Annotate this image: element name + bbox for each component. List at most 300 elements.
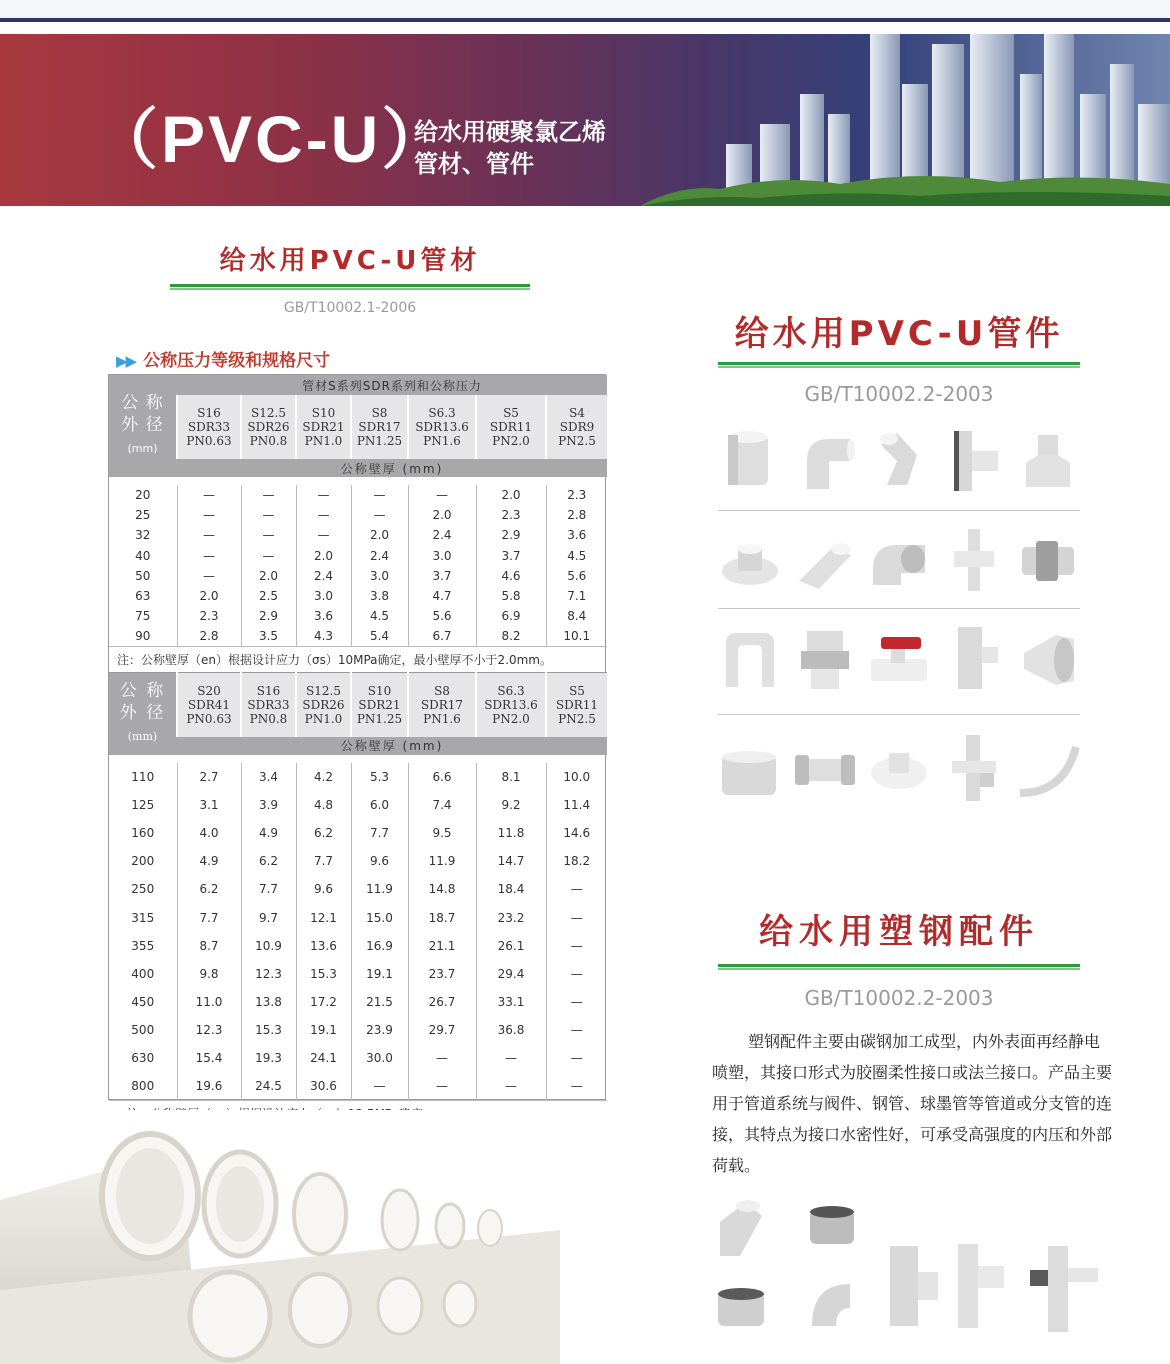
diameter-cell: 160 bbox=[131, 825, 155, 840]
sdr-header-sdr: SDR17 bbox=[358, 420, 401, 434]
fittings-row-1 bbox=[718, 416, 1080, 504]
sdr-header-sdr: SDR21 bbox=[358, 697, 401, 712]
spec-subheading bbox=[116, 346, 330, 371]
banner-title: （PVC-U） bbox=[92, 102, 451, 176]
bend-pipe-image bbox=[1016, 733, 1080, 803]
fittings-divider-2 bbox=[718, 608, 1080, 609]
wall-thickness-cell: — bbox=[408, 485, 476, 505]
diameter-cell: 25 bbox=[135, 508, 151, 523]
wall-thickness-cell: 8.7 bbox=[177, 932, 241, 960]
sdr-header-pn: PN2.0 bbox=[492, 711, 530, 726]
wall-thickness-cell: 19.6 bbox=[177, 1073, 241, 1101]
wall-thickness-cell: — bbox=[241, 505, 296, 525]
wall-thickness-cell: 29.4 bbox=[476, 960, 546, 988]
elbow-45-image bbox=[867, 425, 931, 495]
pipe-section-title: 给水用PVC-U管材 bbox=[219, 246, 481, 276]
double-arrow-icon: ▶▶ bbox=[116, 352, 136, 370]
table-note: 注：公称壁厚（en）根据设计应力（σs）10MPa确定，最小壁厚不小于2.0mm。 bbox=[109, 647, 607, 673]
diameter-cell: 63 bbox=[135, 589, 151, 604]
wall-thickness-cell: 23.7 bbox=[408, 960, 476, 988]
wall-thickness-cell: 21.5 bbox=[351, 988, 408, 1016]
pipe-section-rule bbox=[170, 284, 530, 290]
wall-thickness-cell: 5.8 bbox=[476, 586, 546, 606]
table-row bbox=[109, 875, 607, 903]
wall-thickness-cell: 2.3 bbox=[476, 505, 546, 525]
sdr-header-s: S12.5 bbox=[251, 406, 286, 420]
wall-thickness-cell: — bbox=[351, 485, 408, 505]
wall-thickness-cell: — bbox=[241, 525, 296, 545]
wall-thickness-cell: 18.2 bbox=[546, 847, 607, 875]
table-row bbox=[109, 586, 607, 606]
diameter-cell: 200 bbox=[131, 854, 155, 869]
sdr-header-s: S4 bbox=[569, 406, 585, 420]
wall-thickness-cell: 3.9 bbox=[241, 791, 296, 819]
sdr-header-s: S16 bbox=[256, 683, 281, 698]
fitting-section-title: 给水用PVC-U管件 bbox=[734, 314, 1064, 354]
wall-thickness-cell: — bbox=[296, 525, 351, 545]
diameter-cell: 75 bbox=[135, 609, 151, 624]
corner-unit: (mm) bbox=[127, 442, 158, 455]
wall-thickness-cell: 29.7 bbox=[408, 1016, 476, 1044]
wall-thickness-cell: 9.7 bbox=[241, 903, 296, 931]
wall-thickness-cell: 23.2 bbox=[476, 903, 546, 931]
wall-thickness-cell: 4.6 bbox=[476, 566, 546, 586]
wall-thickness-cell: — bbox=[546, 1016, 607, 1044]
fittings-row-4 bbox=[718, 724, 1080, 812]
wall-thickness-cell: 13.6 bbox=[296, 932, 351, 960]
top-rule bbox=[0, 18, 1170, 22]
wall-thickness-cell: 24.5 bbox=[241, 1073, 296, 1101]
table-row bbox=[109, 988, 607, 1016]
wall-thickness-cell: 3.0 bbox=[351, 566, 408, 586]
wall-thickness-cell: — bbox=[476, 1044, 546, 1072]
fittings-row-2 bbox=[718, 516, 1080, 604]
sdr-header-cell bbox=[476, 673, 546, 737]
fittings-row-3 bbox=[718, 614, 1080, 702]
sdr-header-pn: PN0.63 bbox=[186, 711, 232, 726]
diameter-cell: 450 bbox=[131, 995, 155, 1010]
sdr-header-s: S12.5 bbox=[306, 683, 341, 698]
sdr-header-sdr: SDR26 bbox=[302, 697, 345, 712]
sdr-header-sdr: SDR13.6 bbox=[415, 420, 469, 434]
elbow-90-image bbox=[793, 425, 857, 495]
diameter-cell: 110 bbox=[131, 769, 155, 784]
wall-thickness-cell: — bbox=[546, 960, 607, 988]
diameter-cell: 125 bbox=[131, 797, 155, 812]
table-group-header: 管材S系列SDR系列和公称压力 bbox=[177, 375, 607, 395]
table-row bbox=[109, 1016, 607, 1044]
sdr-header-pn: PN1.0 bbox=[304, 434, 343, 448]
sdr-header-s: S10 bbox=[367, 683, 392, 698]
wall-thickness-cell: 3.6 bbox=[546, 525, 607, 545]
wall-thickness-cell: — bbox=[177, 505, 241, 525]
table-row bbox=[109, 1044, 607, 1072]
sdr-header-sdr: SDR17 bbox=[420, 697, 464, 712]
wall-thickness-cell: 10.1 bbox=[546, 626, 607, 646]
table-row bbox=[109, 505, 607, 525]
sdr-header-cell bbox=[296, 673, 351, 737]
sdr-header-sdr: SDR9 bbox=[559, 420, 595, 434]
sdr-header-s: S6.3 bbox=[428, 406, 456, 420]
wall-thickness-cell: — bbox=[408, 1044, 476, 1072]
reducer-image bbox=[1016, 425, 1080, 495]
table-row bbox=[109, 932, 607, 960]
wall-thickness-cell: — bbox=[546, 875, 607, 903]
sdr-header-pn: PN0.8 bbox=[249, 434, 288, 448]
table-spacer bbox=[109, 477, 607, 485]
wall-thickness-cell: — bbox=[408, 1073, 476, 1101]
flange-adapter-image bbox=[718, 525, 782, 595]
wall-thickness-cell: 14.6 bbox=[546, 819, 607, 847]
diameter-cell: 90 bbox=[135, 629, 151, 644]
wall-thickness-cell: 2.7 bbox=[177, 763, 241, 791]
wall-thickness-cell: 6.0 bbox=[351, 791, 408, 819]
wall-thickness-cell: 19.1 bbox=[351, 960, 408, 988]
top-strip bbox=[0, 0, 1170, 20]
wall-thickness-cell: 4.5 bbox=[351, 606, 408, 626]
banner-subtitle-line2: 管材、管件 bbox=[414, 150, 534, 178]
sdr-header-pn: PN1.6 bbox=[423, 434, 461, 448]
sdr-header-sdr: SDR33 bbox=[247, 697, 290, 712]
wall-thickness-cell: 2.0 bbox=[296, 546, 351, 566]
banner-subtitle bbox=[414, 116, 606, 180]
corner-line1: 公 称 bbox=[121, 393, 164, 413]
wall-thickness-cell: 15.0 bbox=[351, 903, 408, 931]
table-row bbox=[109, 791, 607, 819]
wall-thickness-cell: 9.6 bbox=[296, 875, 351, 903]
wall-thickness-cell: 4.0 bbox=[177, 819, 241, 847]
table-row bbox=[109, 546, 607, 566]
diameter-cell: 315 bbox=[131, 910, 155, 925]
tee-image bbox=[942, 425, 1006, 495]
banner-subtitle-line1: 给水用硬聚氯乙烯 bbox=[414, 118, 606, 146]
wall-thickness-cell: 5.3 bbox=[351, 763, 408, 791]
wall-thickness-cell: — bbox=[351, 505, 408, 525]
wall-thickness-cell: 15.4 bbox=[177, 1044, 241, 1072]
wall-thickness-cell: 2.0 bbox=[241, 566, 296, 586]
wall-thickness-cell: — bbox=[177, 525, 241, 545]
wall-thickness-cell: 8.2 bbox=[476, 626, 546, 646]
sdr-header-pn: PN0.63 bbox=[186, 434, 232, 448]
pvc-pipes-photo bbox=[0, 1110, 560, 1364]
sdr-header-cell bbox=[351, 395, 408, 459]
diameter-cell: 800 bbox=[131, 1079, 155, 1094]
wall-thickness-cell: 30.0 bbox=[351, 1044, 408, 1072]
sdr-header-pn: PN2.5 bbox=[558, 434, 596, 448]
union-image bbox=[1016, 525, 1080, 595]
wall-thickness-cell: — bbox=[546, 932, 607, 960]
diameter-cell: 250 bbox=[131, 882, 155, 897]
sdr-header-cell bbox=[546, 673, 607, 737]
wall-thickness-cell: 12.1 bbox=[296, 903, 351, 931]
wall-thickness-cell: 17.2 bbox=[296, 988, 351, 1016]
sdr-header-pn: PN1.25 bbox=[356, 711, 403, 726]
pipe-clamp-image bbox=[718, 623, 782, 693]
wall-thickness-cell: 3.1 bbox=[177, 791, 241, 819]
wall-thickness-cell: 2.0 bbox=[351, 525, 408, 545]
diameter-cell: 40 bbox=[135, 548, 151, 563]
wall-thickness-cell: 5.6 bbox=[546, 566, 607, 586]
sdr-header-pn: PN2.5 bbox=[558, 711, 596, 726]
table-wall-header-row-2 bbox=[109, 737, 607, 755]
wall-thickness-cell: 2.5 bbox=[241, 586, 296, 606]
sdr-header-sdr: SDR33 bbox=[187, 420, 231, 434]
wall-thickness-cell: — bbox=[351, 1073, 408, 1101]
thread-fitting-image bbox=[1016, 623, 1080, 693]
city-skyline-illustration bbox=[640, 34, 1170, 206]
wall-thickness-cell: 8.1 bbox=[476, 763, 546, 791]
sdr-header-pn: PN1.0 bbox=[304, 711, 343, 726]
wall-thickness-cell: — bbox=[476, 1073, 546, 1101]
wall-thickness-cell: 3.7 bbox=[476, 546, 546, 566]
sdr-header-cell bbox=[241, 395, 296, 459]
wall-thickness-cell: 3.0 bbox=[408, 546, 476, 566]
wall-thickness-cell: 11.8 bbox=[476, 819, 546, 847]
wall-thickness-cell: 11.9 bbox=[408, 847, 476, 875]
wall-thickness-cell: 5.6 bbox=[408, 606, 476, 626]
table-row bbox=[109, 626, 607, 646]
saddle-clamp-image bbox=[867, 733, 931, 803]
wall-thickness-cell: 23.9 bbox=[351, 1016, 408, 1044]
fitting-section-standard: GB/T10002.2-2003 bbox=[804, 382, 994, 406]
wall-thickness-cell: — bbox=[241, 546, 296, 566]
sdr-header-s: S20 bbox=[197, 683, 221, 698]
wall-thickness-cell: 4.7 bbox=[408, 586, 476, 606]
table-corner-cell bbox=[109, 375, 177, 477]
sdr-header-cell bbox=[177, 395, 241, 459]
wall-thickness-cell: 9.5 bbox=[408, 819, 476, 847]
table-sdr-header-row-2 bbox=[109, 673, 607, 737]
end-cap-image bbox=[718, 733, 782, 803]
wall-thickness-cell: 3.7 bbox=[408, 566, 476, 586]
wall-thickness-cell: 36.8 bbox=[476, 1016, 546, 1044]
wall-thickness-cell: 6.9 bbox=[476, 606, 546, 626]
wall-thickness-cell: — bbox=[296, 505, 351, 525]
table-spacer-cell bbox=[109, 477, 607, 485]
wall-thickness-cell: 26.1 bbox=[476, 932, 546, 960]
wall-thickness-cell: 2.0 bbox=[408, 505, 476, 525]
sdr-header-sdr: SDR11 bbox=[555, 697, 599, 712]
sdr-header-cell bbox=[476, 395, 546, 459]
sdr-header-pn: PN0.8 bbox=[249, 711, 288, 726]
fittings-divider-3 bbox=[718, 714, 1080, 715]
corner-unit: (mm) bbox=[127, 729, 158, 743]
steel-section-title: 给水用塑钢配件 bbox=[759, 912, 1039, 952]
wall-thickness-cell: 11.9 bbox=[351, 875, 408, 903]
wall-thickness-cell: 4.9 bbox=[241, 819, 296, 847]
wall-thickness-cell: 3.5 bbox=[241, 626, 296, 646]
wall-thickness-cell: 7.7 bbox=[177, 903, 241, 931]
table-wall-header: 公称壁厚 (mm) bbox=[177, 459, 607, 477]
wall-thickness-cell: 2.3 bbox=[546, 485, 607, 505]
diameter-cell: 630 bbox=[131, 1051, 155, 1066]
wall-thickness-cell: 19.1 bbox=[296, 1016, 351, 1044]
table-wall-header-row bbox=[109, 459, 607, 477]
steel-fittings-image bbox=[700, 1196, 1120, 1346]
wall-thickness-cell: — bbox=[177, 546, 241, 566]
diameter-cell: 500 bbox=[131, 1023, 155, 1038]
ball-valve-image bbox=[867, 623, 931, 693]
table-spacer-cell bbox=[109, 755, 607, 763]
sdr-header-cell bbox=[408, 395, 476, 459]
spec-subheading-text: 公称压力等级和规格尺寸 bbox=[143, 351, 331, 371]
wall-thickness-cell: 4.8 bbox=[296, 791, 351, 819]
corner-line2: 外 径 bbox=[119, 702, 166, 723]
wall-thickness-cell: 14.8 bbox=[408, 875, 476, 903]
corner-line1: 公 称 bbox=[119, 680, 166, 701]
diameter-cell: 400 bbox=[131, 966, 155, 981]
wall-thickness-cell: 6.2 bbox=[241, 847, 296, 875]
long-coupling-image bbox=[793, 733, 857, 803]
steel-section-rule bbox=[718, 964, 1080, 970]
cross-tee-image bbox=[942, 733, 1006, 803]
wall-thickness-cell: 9.2 bbox=[476, 791, 546, 819]
wall-thickness-cell: 6.6 bbox=[408, 763, 476, 791]
sdr-header-s: S8 bbox=[434, 683, 450, 698]
table-row bbox=[109, 525, 607, 545]
table-row bbox=[109, 960, 607, 988]
wall-thickness-cell: 19.3 bbox=[241, 1044, 296, 1072]
wall-thickness-cell: 2.8 bbox=[177, 626, 241, 646]
wall-thickness-cell: 4.2 bbox=[296, 763, 351, 791]
wall-thickness-cell: 14.7 bbox=[476, 847, 546, 875]
wall-thickness-cell: 11.4 bbox=[546, 791, 607, 819]
wall-thickness-cell: 7.1 bbox=[546, 586, 607, 606]
diameter-cell: 32 bbox=[135, 528, 151, 543]
table-row bbox=[109, 847, 607, 875]
wall-thickness-cell: — bbox=[241, 485, 296, 505]
wall-thickness-cell: 15.3 bbox=[241, 1016, 296, 1044]
wall-thickness-cell: 2.4 bbox=[408, 525, 476, 545]
wall-thickness-cell: 3.8 bbox=[351, 586, 408, 606]
sdr-header-sdr: SDR26 bbox=[247, 420, 290, 434]
wall-thickness-cell: 24.1 bbox=[296, 1044, 351, 1072]
table-row bbox=[109, 763, 607, 791]
sdr-header-sdr: SDR41 bbox=[187, 697, 231, 712]
sdr-header-pn: PN2.0 bbox=[492, 434, 530, 448]
wall-thickness-cell: 7.7 bbox=[241, 875, 296, 903]
table-row bbox=[109, 485, 607, 505]
wall-thickness-cell: — bbox=[546, 1044, 607, 1072]
sdr-header-cell bbox=[351, 673, 408, 737]
table-note-row bbox=[109, 647, 607, 673]
wall-thickness-cell: 12.3 bbox=[177, 1016, 241, 1044]
sdr-header-cell bbox=[546, 395, 607, 459]
sdr-header-s: S8 bbox=[371, 406, 388, 420]
sdr-header-s: S5 bbox=[569, 683, 585, 698]
table-row bbox=[109, 819, 607, 847]
wall-thickness-cell: 4.3 bbox=[296, 626, 351, 646]
wall-thickness-cell: — bbox=[546, 903, 607, 931]
socket-adapter-image bbox=[793, 525, 857, 595]
table-row bbox=[109, 1073, 607, 1101]
sdr-header-cell bbox=[177, 673, 241, 737]
diameter-cell: 50 bbox=[135, 568, 151, 583]
table-sdr-header-row bbox=[109, 395, 607, 459]
steel-section-standard: GB/T10002.2-2003 bbox=[804, 986, 994, 1010]
wall-thickness-cell: 6.7 bbox=[408, 626, 476, 646]
wall-thickness-cell: 2.0 bbox=[177, 586, 241, 606]
wall-thickness-cell: 26.7 bbox=[408, 988, 476, 1016]
spec-table bbox=[108, 374, 606, 1100]
wall-thickness-cell: 6.2 bbox=[177, 875, 241, 903]
sdr-header-pn: PN1.25 bbox=[356, 434, 403, 448]
sdr-header-s: S16 bbox=[197, 406, 221, 420]
threaded-adapter-image bbox=[793, 623, 857, 693]
wall-thickness-cell: 2.9 bbox=[476, 525, 546, 545]
wall-thickness-cell: 3.0 bbox=[296, 586, 351, 606]
wall-thickness-cell: — bbox=[546, 1073, 607, 1101]
equal-tee-image bbox=[942, 525, 1006, 595]
spec-table-grid bbox=[109, 375, 607, 1125]
sdr-header-sdr: SDR21 bbox=[302, 420, 345, 434]
wall-thickness-cell: 3.4 bbox=[241, 763, 296, 791]
wall-thickness-cell: 2.0 bbox=[476, 485, 546, 505]
wall-thickness-cell: 10.9 bbox=[241, 932, 296, 960]
wall-thickness-cell: — bbox=[177, 485, 241, 505]
wall-thickness-cell: 9.8 bbox=[177, 960, 241, 988]
table-spacer bbox=[109, 755, 607, 763]
wall-thickness-cell: 30.6 bbox=[296, 1073, 351, 1101]
wall-thickness-cell: 2.3 bbox=[177, 606, 241, 626]
pipe-section-standard: GB/T10002.1-2006 bbox=[283, 300, 417, 316]
wall-thickness-cell: 16.9 bbox=[351, 932, 408, 960]
wall-thickness-cell: 2.8 bbox=[546, 505, 607, 525]
table-wall-header: 公称壁厚 (mm) bbox=[177, 737, 607, 755]
sdr-header-pn: PN1.6 bbox=[423, 711, 461, 726]
straight-coupling-image bbox=[718, 425, 782, 495]
sdr-header-cell bbox=[408, 673, 476, 737]
wall-thickness-cell: 2.4 bbox=[351, 546, 408, 566]
wall-thickness-cell: 33.1 bbox=[476, 988, 546, 1016]
fitting-section-rule bbox=[718, 362, 1080, 368]
wall-thickness-cell: 4.5 bbox=[546, 546, 607, 566]
wall-thickness-cell: 7.4 bbox=[408, 791, 476, 819]
sdr-header-cell bbox=[296, 395, 351, 459]
wall-thickness-cell: 7.7 bbox=[351, 819, 408, 847]
wall-thickness-cell: 13.8 bbox=[241, 988, 296, 1016]
wall-thickness-cell: 7.7 bbox=[296, 847, 351, 875]
sdr-header-s: S6.3 bbox=[497, 683, 525, 698]
wall-thickness-cell: 18.7 bbox=[408, 903, 476, 931]
table-group-header-row bbox=[109, 375, 607, 395]
steel-description: 塑钢配件主要由碳钢加工成型，内外表面再经静电喷塑，其接口形式为胶圈柔性接口或法兰接口。产品主要用于管道系统与阀件、钢管、球墨管等管道或分支管的连接，其特点为接口水密性好，可承受高强度的内压和外部荷载。 bbox=[712, 1032, 1113, 1175]
wall-thickness-cell: 2.4 bbox=[296, 566, 351, 586]
wall-thickness-cell: 9.6 bbox=[351, 847, 408, 875]
corner-line2: 外 径 bbox=[121, 415, 164, 435]
sdr-header-s: S10 bbox=[311, 406, 336, 420]
wall-thickness-cell: 5.4 bbox=[351, 626, 408, 646]
fittings-divider-1 bbox=[718, 510, 1080, 511]
banner bbox=[0, 34, 1170, 206]
elbow-socket-image bbox=[867, 525, 931, 595]
table-row bbox=[109, 903, 607, 931]
wall-thickness-cell: 2.9 bbox=[241, 606, 296, 626]
diameter-cell: 355 bbox=[131, 938, 155, 953]
wall-thickness-cell: 6.2 bbox=[296, 819, 351, 847]
wall-thickness-cell: — bbox=[177, 566, 241, 586]
wall-thickness-cell: 18.4 bbox=[476, 875, 546, 903]
sdr-header-s: S5 bbox=[503, 406, 519, 420]
wall-thickness-cell: 12.3 bbox=[241, 960, 296, 988]
sdr-header-sdr: SDR11 bbox=[489, 420, 533, 434]
wall-thickness-cell: — bbox=[296, 485, 351, 505]
wall-thickness-cell: 3.6 bbox=[296, 606, 351, 626]
wall-thickness-cell: 21.1 bbox=[408, 932, 476, 960]
sdr-header-sdr: SDR13.6 bbox=[484, 697, 538, 712]
table-row bbox=[109, 566, 607, 586]
sdr-header-cell bbox=[241, 673, 296, 737]
